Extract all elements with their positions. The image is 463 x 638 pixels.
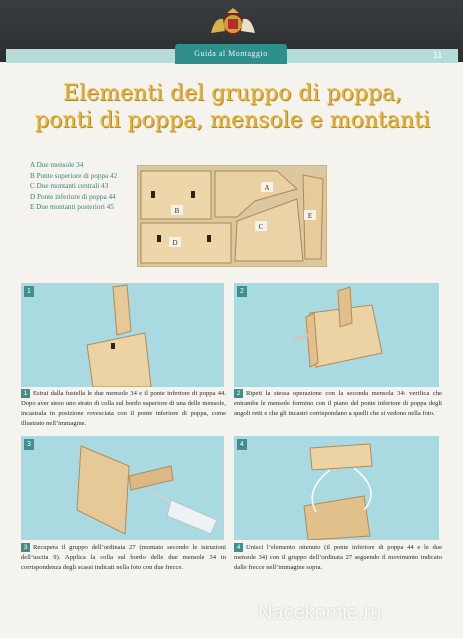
step-3-photo [21,436,224,540]
part-label-a: A [264,184,270,192]
step-1-caption-text: Estrai dalla fustella le due mensole 34 e il ponte inferiore di poppa 44. Dopo aver steso uno strato di colla sul bordo superiore di una delle mensole, incastrala in posizione rovesciata con il ponte inferiore di poppa, come illustrato nell’immagine. [21,390,226,428]
step-2-photo [234,283,439,387]
step-2-assembly-image [234,283,439,387]
step-4-assembly-image [234,436,439,540]
step-2-number: 2 [237,286,247,297]
legend-item: B Ponte superiore di poppa 42 [30,171,118,180]
step-4-number: 4 [237,439,247,450]
step-2-caption [234,389,442,419]
step-3-caption-text: Recupera il gruppo dell’ordinata 27 (montato secondo le istruzioni dell’uscita 9). Applica la colla sul bordo delle due mensole 34 in corrispondenza degli scassi indicati nella foto con due frecce. [21,544,226,572]
step-1-caption [21,389,226,429]
step-1-photo [21,283,224,387]
title-line-1: Elementi del gruppo di poppa, [62,81,403,106]
step-1-assembly-image [21,283,224,387]
legend-item: D Ponte inferiore di poppa 44 [30,192,116,201]
step-2-caption-text: Ripeti la stessa operazione con la seconda mensola 34: verifica che entrambe le mensole formino con il piano del ponte inferiore di poppa degli angoli retti e che gli incastri corrispondano a quelli che si vedono nella foto. [234,390,442,418]
part-label-e: E [307,212,313,220]
step-3-assembly-image [21,436,224,540]
step-3-caption [21,543,226,573]
watermark: Nacekomie.ru [258,602,382,624]
part-label-b: B [174,207,180,215]
legend-item: A Due mensole 34 [30,161,84,169]
part-label-d: D [172,239,178,247]
step-4-caption-text: Unisci l’elemento ottenuto (il ponte inferiore di poppa 44 e le due mensole 34) con il gruppo dell’ordinata 27 seguendo il movimento indicato dalle frecce nell’immagine sopra. [234,544,442,572]
step-4-photo [234,436,439,540]
guide-tab: Guida al Montaggio [175,44,287,64]
step-4-caption-number: 4 [234,543,243,552]
title-line-2: ponti di poppa, mensole e montanti [34,108,430,133]
step-1-caption-number: 1 [21,389,30,398]
parts-sheet-photo [137,165,327,267]
step-1-number: 1 [24,286,34,297]
page-number: 11 [433,50,443,60]
legend-item: C Due montanti centrali 43 [30,182,109,190]
legend-item: E Due montanti posteriori 45 [30,203,114,211]
page-title [10,80,455,134]
part-label-c: C [258,223,264,231]
step-3-number: 3 [24,439,34,450]
step-2-caption-number: 2 [234,389,243,398]
step-3-caption-number: 3 [21,543,30,552]
step-4-caption [234,543,442,573]
royal-crest-icon [203,7,263,41]
